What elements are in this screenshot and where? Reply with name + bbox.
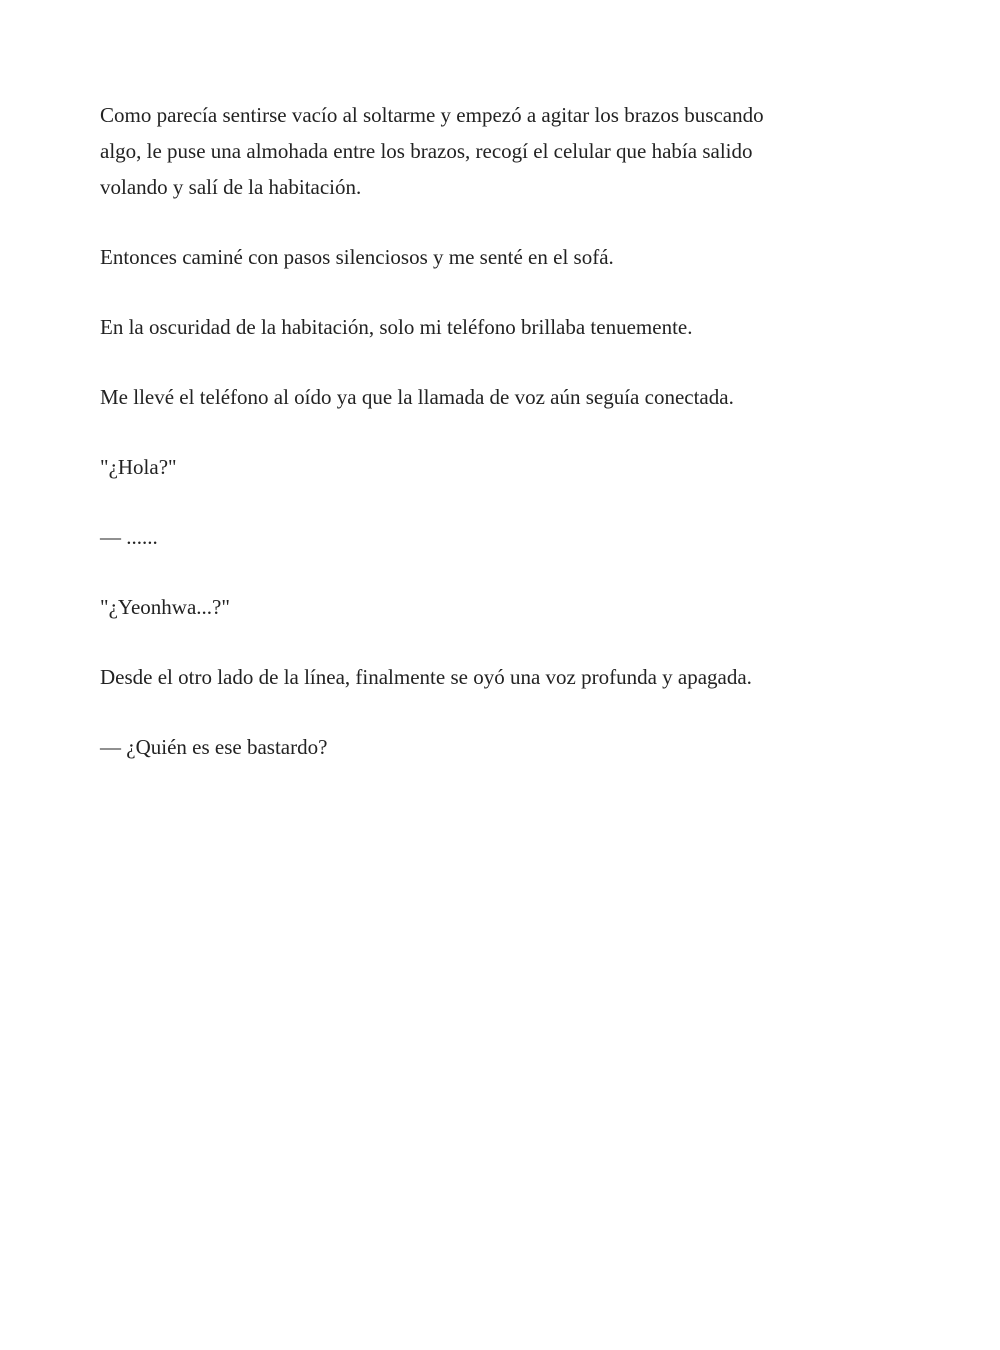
text-line: algo, le puse una almohada entre los brazos, recogí el celular que había salido: [100, 139, 753, 163]
dialogue-line: [100, 729, 900, 765]
text-line: — ......: [100, 525, 158, 549]
text-line: volando y salí de la habitación.: [100, 175, 362, 199]
paragraph: [100, 659, 900, 695]
text-line: — ¿Quién es ese bastardo?: [100, 735, 328, 759]
text-line: "¿Hola?": [100, 455, 177, 479]
paragraph: [100, 97, 900, 205]
text-line: En la oscuridad de la habitación, solo mi teléfono brillaba tenuemente.: [100, 315, 693, 339]
text-line: "¿Yeonhwa...?": [100, 595, 230, 619]
paragraph: [100, 379, 900, 415]
text-line: Como parecía sentirse vacío al soltarme y empezó a agitar los brazos buscando: [100, 103, 764, 127]
dialogue-line: [100, 589, 900, 625]
dialogue-line: [100, 519, 900, 555]
text-line: Desde el otro lado de la línea, finalmente se oyó una voz profunda y apagada.: [100, 665, 752, 689]
dialogue-line: [100, 449, 900, 485]
paragraph: [100, 309, 900, 345]
text-line: Entonces caminé con pasos silenciosos y me senté en el sofá.: [100, 245, 614, 269]
paragraph: [100, 239, 900, 275]
text-line: Me llevé el teléfono al oído ya que la llamada de voz aún seguía conectada.: [100, 385, 734, 409]
